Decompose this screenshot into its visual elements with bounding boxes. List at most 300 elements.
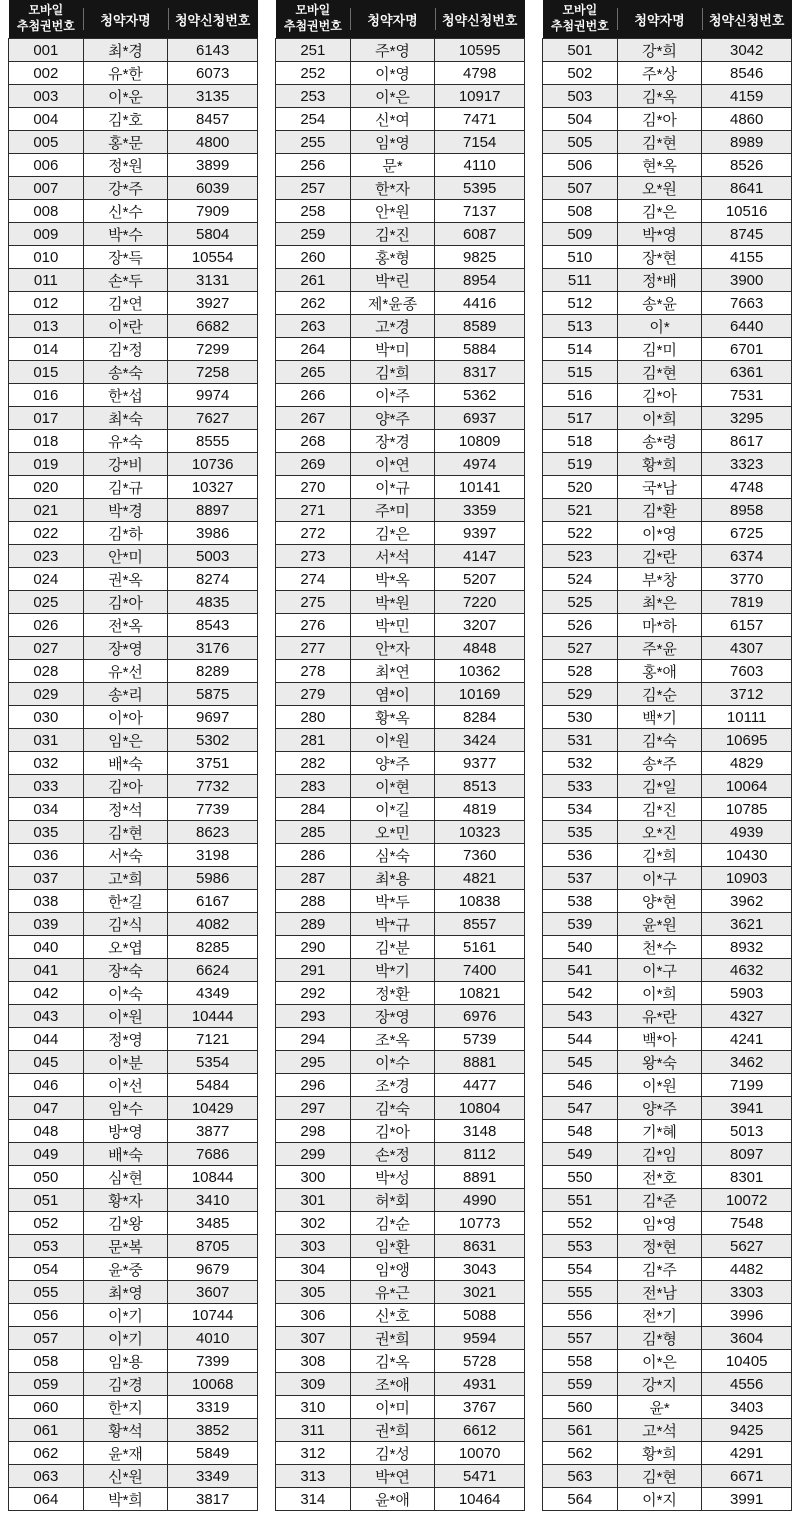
table-row xyxy=(543,1143,792,1166)
ticket-number-cell: 302 xyxy=(276,1212,351,1235)
applicant-name-cell: 손*두 xyxy=(83,269,168,292)
table-row xyxy=(543,1097,792,1120)
applicant-name-cell: 문*복 xyxy=(83,1235,168,1258)
applicant-name-cell: 이*원 xyxy=(83,1005,168,1028)
application-number-cell: 7909 xyxy=(168,200,258,223)
applicant-name-cell: 김*아 xyxy=(83,591,168,614)
applicant-name-cell: 천*수 xyxy=(617,936,702,959)
table-row xyxy=(9,660,258,683)
ticket-number-cell: 558 xyxy=(543,1350,618,1373)
ticket-number-cell: 523 xyxy=(543,545,618,568)
application-number-cell: 10169 xyxy=(435,683,525,706)
ticket-number-cell: 285 xyxy=(276,821,351,844)
table-row xyxy=(276,522,525,545)
application-number-cell: 6374 xyxy=(702,545,792,568)
application-number-cell: 10595 xyxy=(435,39,525,62)
ticket-number-cell: 308 xyxy=(276,1350,351,1373)
table-row xyxy=(543,1396,792,1419)
applicant-name-cell: 오*엽 xyxy=(83,936,168,959)
ticket-number-cell: 257 xyxy=(276,177,351,200)
ticket-number-cell: 037 xyxy=(9,867,84,890)
table-row xyxy=(543,1281,792,1304)
table-row xyxy=(543,614,792,637)
header-mobile-ticket-number xyxy=(276,0,351,39)
application-number-cell: 8897 xyxy=(168,499,258,522)
applicant-name-cell: 박*영 xyxy=(617,223,702,246)
table-row xyxy=(276,591,525,614)
table-row xyxy=(9,936,258,959)
ticket-number-cell: 520 xyxy=(543,476,618,499)
application-number-cell: 6937 xyxy=(435,407,525,430)
application-number-cell: 6725 xyxy=(702,522,792,545)
ticket-number-cell: 040 xyxy=(9,936,84,959)
ticket-number-cell: 019 xyxy=(9,453,84,476)
table-row xyxy=(9,798,258,821)
application-number-cell: 4110 xyxy=(435,154,525,177)
table-row xyxy=(276,154,525,177)
table-row xyxy=(9,1419,258,1442)
applicant-name-cell: 조*경 xyxy=(350,1074,435,1097)
applicant-name-cell: 권*희 xyxy=(350,1327,435,1350)
applicant-name-cell: 김*일 xyxy=(617,775,702,798)
ticket-number-cell: 031 xyxy=(9,729,84,752)
ticket-number-cell: 275 xyxy=(276,591,351,614)
table-row xyxy=(9,269,258,292)
applicant-name-cell: 오*민 xyxy=(350,821,435,844)
application-number-cell: 3751 xyxy=(168,752,258,775)
ticket-number-cell: 036 xyxy=(9,844,84,867)
applicant-name-cell: 이*숙 xyxy=(83,982,168,1005)
table-row xyxy=(9,591,258,614)
table-row xyxy=(543,1028,792,1051)
application-number-cell: 8932 xyxy=(702,936,792,959)
applicant-name-cell: 박*두 xyxy=(350,890,435,913)
applicant-name-cell: 이*구 xyxy=(617,959,702,982)
ticket-number-cell: 026 xyxy=(9,614,84,637)
header-mobile-line2: 추첨권번호 xyxy=(283,19,342,33)
ticket-number-cell: 526 xyxy=(543,614,618,637)
application-number-cell: 5884 xyxy=(435,338,525,361)
application-number-cell: 8301 xyxy=(702,1166,792,1189)
ticket-number-cell: 549 xyxy=(543,1143,618,1166)
table-row xyxy=(9,1097,258,1120)
header-applicant-name: 청약자명 xyxy=(83,0,168,39)
table-row xyxy=(9,568,258,591)
application-number-cell: 6612 xyxy=(435,1419,525,1442)
table-row xyxy=(9,1281,258,1304)
application-number-cell: 4349 xyxy=(168,982,258,1005)
table-row xyxy=(9,338,258,361)
table-row xyxy=(543,545,792,568)
application-number-cell: 10809 xyxy=(435,430,525,453)
applicant-name-cell: 정*석 xyxy=(83,798,168,821)
applicant-name-cell: 이*희 xyxy=(617,407,702,430)
ticket-number-cell: 552 xyxy=(543,1212,618,1235)
table-row xyxy=(9,200,258,223)
table-row xyxy=(276,1120,525,1143)
ticket-number-cell: 508 xyxy=(543,200,618,223)
ticket-number-cell: 511 xyxy=(543,269,618,292)
winners-table-left-body xyxy=(9,39,258,1511)
applicant-name-cell: 임*앵 xyxy=(350,1258,435,1281)
applicant-name-cell: 신*수 xyxy=(83,200,168,223)
application-number-cell: 3852 xyxy=(168,1419,258,1442)
applicant-name-cell: 임*수 xyxy=(83,1097,168,1120)
application-number-cell: 10141 xyxy=(435,476,525,499)
applicant-name-cell: 김*분 xyxy=(350,936,435,959)
application-number-cell: 6087 xyxy=(435,223,525,246)
application-number-cell: 4477 xyxy=(435,1074,525,1097)
table-row xyxy=(543,1304,792,1327)
ticket-number-cell: 029 xyxy=(9,683,84,706)
application-number-cell: 10838 xyxy=(435,890,525,913)
table-row xyxy=(543,683,792,706)
application-number-cell: 8284 xyxy=(435,706,525,729)
table-row xyxy=(276,200,525,223)
applicant-name-cell: 이*희 xyxy=(617,982,702,1005)
application-number-cell: 8289 xyxy=(168,660,258,683)
application-number-cell: 4147 xyxy=(435,545,525,568)
ticket-number-cell: 292 xyxy=(276,982,351,1005)
application-number-cell: 7220 xyxy=(435,591,525,614)
winners-table-left xyxy=(8,0,258,1511)
applicant-name-cell: 송*숙 xyxy=(83,361,168,384)
header-row xyxy=(543,0,792,39)
ticket-number-cell: 538 xyxy=(543,890,618,913)
applicant-name-cell: 양*주 xyxy=(350,752,435,775)
winners-table-right-body xyxy=(543,39,792,1511)
ticket-number-cell: 041 xyxy=(9,959,84,982)
application-number-cell: 3604 xyxy=(702,1327,792,1350)
applicant-name-cell: 서*숙 xyxy=(83,844,168,867)
winner-tables-container xyxy=(8,0,792,1511)
table-row xyxy=(276,637,525,660)
table-row xyxy=(9,476,258,499)
application-number-cell: 5849 xyxy=(168,1442,258,1465)
ticket-number-cell: 531 xyxy=(543,729,618,752)
ticket-number-cell: 018 xyxy=(9,430,84,453)
table-row xyxy=(276,131,525,154)
applicant-name-cell: 한*지 xyxy=(83,1396,168,1419)
ticket-number-cell: 049 xyxy=(9,1143,84,1166)
applicant-name-cell: 윤*원 xyxy=(617,913,702,936)
ticket-number-cell: 297 xyxy=(276,1097,351,1120)
table-row xyxy=(543,1189,792,1212)
application-number-cell: 8457 xyxy=(168,108,258,131)
application-number-cell: 3295 xyxy=(702,407,792,430)
application-number-cell: 5088 xyxy=(435,1304,525,1327)
applicant-name-cell: 장*현 xyxy=(617,246,702,269)
applicant-name-cell: 박*기 xyxy=(350,959,435,982)
ticket-number-cell: 280 xyxy=(276,706,351,729)
table-row xyxy=(276,568,525,591)
applicant-name-cell: 왕*숙 xyxy=(617,1051,702,1074)
table-row xyxy=(276,775,525,798)
table-row xyxy=(276,890,525,913)
ticket-number-cell: 563 xyxy=(543,1465,618,1488)
applicant-name-cell: 방*영 xyxy=(83,1120,168,1143)
application-number-cell: 4307 xyxy=(702,637,792,660)
ticket-number-cell: 502 xyxy=(543,62,618,85)
ticket-number-cell: 550 xyxy=(543,1166,618,1189)
ticket-number-cell: 021 xyxy=(9,499,84,522)
table-row xyxy=(276,315,525,338)
ticket-number-cell: 024 xyxy=(9,568,84,591)
ticket-number-cell: 306 xyxy=(276,1304,351,1327)
application-number-cell: 3323 xyxy=(702,453,792,476)
application-number-cell: 7732 xyxy=(168,775,258,798)
application-number-cell: 5484 xyxy=(168,1074,258,1097)
application-number-cell: 9425 xyxy=(702,1419,792,1442)
application-number-cell: 4748 xyxy=(702,476,792,499)
application-number-cell: 3424 xyxy=(435,729,525,752)
table-row xyxy=(9,614,258,637)
applicant-name-cell: 김*미 xyxy=(617,338,702,361)
table-row xyxy=(9,108,258,131)
applicant-name-cell: 이*원 xyxy=(350,729,435,752)
table-row xyxy=(543,1005,792,1028)
applicant-name-cell: 심*현 xyxy=(83,1166,168,1189)
table-row xyxy=(276,1235,525,1258)
applicant-name-cell: 백*아 xyxy=(617,1028,702,1051)
applicant-name-cell: 김*숙 xyxy=(350,1097,435,1120)
applicant-name-cell: 이*지 xyxy=(617,1488,702,1511)
application-number-cell: 10844 xyxy=(168,1166,258,1189)
application-number-cell: 5903 xyxy=(702,982,792,1005)
table-row xyxy=(543,775,792,798)
application-number-cell: 4990 xyxy=(435,1189,525,1212)
applicant-name-cell: 이*길 xyxy=(350,798,435,821)
application-number-cell: 8274 xyxy=(168,568,258,591)
application-number-cell: 3962 xyxy=(702,890,792,913)
applicant-name-cell: 임*영 xyxy=(617,1212,702,1235)
application-number-cell: 5471 xyxy=(435,1465,525,1488)
applicant-name-cell: 임*은 xyxy=(83,729,168,752)
table-row xyxy=(276,1189,525,1212)
table-row xyxy=(543,292,792,315)
applicant-name-cell: 신*원 xyxy=(83,1465,168,1488)
table-row xyxy=(543,453,792,476)
ticket-number-cell: 514 xyxy=(543,338,618,361)
ticket-number-cell: 519 xyxy=(543,453,618,476)
applicant-name-cell: 이*영 xyxy=(617,522,702,545)
application-number-cell: 7663 xyxy=(702,292,792,315)
applicant-name-cell: 김*순 xyxy=(350,1212,435,1235)
applicant-name-cell: 송*주 xyxy=(617,752,702,775)
ticket-number-cell: 260 xyxy=(276,246,351,269)
table-row xyxy=(543,982,792,1005)
table-row xyxy=(543,1442,792,1465)
table-row xyxy=(9,890,258,913)
table-row xyxy=(9,867,258,890)
table-row xyxy=(9,85,258,108)
application-number-cell: 4155 xyxy=(702,246,792,269)
ticket-number-cell: 313 xyxy=(276,1465,351,1488)
table-row xyxy=(543,591,792,614)
application-number-cell: 10804 xyxy=(435,1097,525,1120)
ticket-number-cell: 054 xyxy=(9,1258,84,1281)
table-row xyxy=(9,1028,258,1051)
ticket-number-cell: 286 xyxy=(276,844,351,867)
table-row xyxy=(9,361,258,384)
application-number-cell: 7258 xyxy=(168,361,258,384)
table-row xyxy=(543,246,792,269)
ticket-number-cell: 510 xyxy=(543,246,618,269)
table-row xyxy=(276,430,525,453)
ticket-number-cell: 010 xyxy=(9,246,84,269)
applicant-name-cell: 김*형 xyxy=(617,1327,702,1350)
ticket-number-cell: 503 xyxy=(543,85,618,108)
table-row xyxy=(276,338,525,361)
table-row xyxy=(9,177,258,200)
ticket-number-cell: 310 xyxy=(276,1396,351,1419)
ticket-number-cell: 298 xyxy=(276,1120,351,1143)
application-number-cell: 4291 xyxy=(702,1442,792,1465)
applicant-name-cell: 김*주 xyxy=(617,1258,702,1281)
application-number-cell: 3359 xyxy=(435,499,525,522)
table-row xyxy=(543,1350,792,1373)
table-row xyxy=(543,1488,792,1511)
applicant-name-cell: 박*규 xyxy=(350,913,435,936)
table-row xyxy=(543,522,792,545)
applicant-name-cell: 김*경 xyxy=(83,1373,168,1396)
table-row xyxy=(9,430,258,453)
table-row xyxy=(543,108,792,131)
applicant-name-cell: 김*호 xyxy=(83,108,168,131)
ticket-number-cell: 270 xyxy=(276,476,351,499)
winners-table-middle xyxy=(275,0,525,1511)
applicant-name-cell: 송*윤 xyxy=(617,292,702,315)
application-number-cell: 8557 xyxy=(435,913,525,936)
ticket-number-cell: 261 xyxy=(276,269,351,292)
application-number-cell: 6361 xyxy=(702,361,792,384)
table-row xyxy=(543,568,792,591)
applicant-name-cell: 전*옥 xyxy=(83,614,168,637)
ticket-number-cell: 291 xyxy=(276,959,351,982)
applicant-name-cell: 김*연 xyxy=(83,292,168,315)
applicant-name-cell: 이*운 xyxy=(83,85,168,108)
application-number-cell: 4159 xyxy=(702,85,792,108)
table-row xyxy=(9,499,258,522)
ticket-number-cell: 555 xyxy=(543,1281,618,1304)
applicant-name-cell: 심*숙 xyxy=(350,844,435,867)
ticket-number-cell: 551 xyxy=(543,1189,618,1212)
ticket-number-cell: 537 xyxy=(543,867,618,890)
ticket-number-cell: 011 xyxy=(9,269,84,292)
ticket-number-cell: 545 xyxy=(543,1051,618,1074)
applicant-name-cell: 박*경 xyxy=(83,499,168,522)
ticket-number-cell: 278 xyxy=(276,660,351,683)
applicant-name-cell: 박*옥 xyxy=(350,568,435,591)
applicant-name-cell: 임*영 xyxy=(350,131,435,154)
table-row xyxy=(9,982,258,1005)
application-number-cell: 8891 xyxy=(435,1166,525,1189)
applicant-name-cell: 조*애 xyxy=(350,1373,435,1396)
applicant-name-cell: 양*주 xyxy=(350,407,435,430)
ticket-number-cell: 264 xyxy=(276,338,351,361)
application-number-cell: 9697 xyxy=(168,706,258,729)
table-row xyxy=(9,1465,258,1488)
ticket-number-cell: 536 xyxy=(543,844,618,867)
applicant-name-cell: 김*희 xyxy=(350,361,435,384)
application-number-cell: 10917 xyxy=(435,85,525,108)
applicant-name-cell: 최*용 xyxy=(350,867,435,890)
applicant-name-cell: 유*란 xyxy=(617,1005,702,1028)
ticket-number-cell: 314 xyxy=(276,1488,351,1511)
table-row xyxy=(543,798,792,821)
applicant-name-cell: 임*환 xyxy=(350,1235,435,1258)
ticket-number-cell: 004 xyxy=(9,108,84,131)
application-number-cell: 4821 xyxy=(435,867,525,890)
table-row xyxy=(276,1212,525,1235)
table-row xyxy=(276,361,525,384)
applicant-name-cell: 김*아 xyxy=(617,108,702,131)
ticket-number-cell: 017 xyxy=(9,407,84,430)
table-row xyxy=(9,752,258,775)
table-row xyxy=(9,545,258,568)
applicant-name-cell: 배*숙 xyxy=(83,752,168,775)
ticket-number-cell: 300 xyxy=(276,1166,351,1189)
application-number-cell: 10362 xyxy=(435,660,525,683)
applicant-name-cell: 김*아 xyxy=(350,1120,435,1143)
table-row xyxy=(276,844,525,867)
table-row xyxy=(543,154,792,177)
header-applicant-name: 청약자명 xyxy=(617,0,702,39)
ticket-number-cell: 532 xyxy=(543,752,618,775)
applicant-name-cell: 김*희 xyxy=(617,844,702,867)
ticket-number-cell: 003 xyxy=(9,85,84,108)
application-number-cell: 6624 xyxy=(168,959,258,982)
application-number-cell: 10405 xyxy=(702,1350,792,1373)
ticket-number-cell: 255 xyxy=(276,131,351,154)
applicant-name-cell: 김*현 xyxy=(617,131,702,154)
ticket-number-cell: 501 xyxy=(543,39,618,62)
table-row xyxy=(276,867,525,890)
application-number-cell: 10785 xyxy=(702,798,792,821)
application-number-cell: 10695 xyxy=(702,729,792,752)
table-row xyxy=(276,177,525,200)
table-row xyxy=(276,706,525,729)
applicant-name-cell: 황*희 xyxy=(617,453,702,476)
application-number-cell: 8631 xyxy=(435,1235,525,1258)
application-number-cell: 3712 xyxy=(702,683,792,706)
ticket-number-cell: 015 xyxy=(9,361,84,384)
ticket-number-cell: 299 xyxy=(276,1143,351,1166)
ticket-number-cell: 254 xyxy=(276,108,351,131)
applicant-name-cell: 오*진 xyxy=(617,821,702,844)
table-row xyxy=(276,1281,525,1304)
ticket-number-cell: 063 xyxy=(9,1465,84,1488)
ticket-number-cell: 064 xyxy=(9,1488,84,1511)
applicant-name-cell: 서*석 xyxy=(350,545,435,568)
application-number-cell: 10070 xyxy=(435,1442,525,1465)
applicant-name-cell: 고*석 xyxy=(617,1419,702,1442)
ticket-number-cell: 035 xyxy=(9,821,84,844)
ticket-number-cell: 544 xyxy=(543,1028,618,1051)
applicant-name-cell: 이*수 xyxy=(350,1051,435,1074)
ticket-number-cell: 548 xyxy=(543,1120,618,1143)
ticket-number-cell: 256 xyxy=(276,154,351,177)
applicant-name-cell: 박*연 xyxy=(350,1465,435,1488)
application-number-cell: 3349 xyxy=(168,1465,258,1488)
application-number-cell: 8958 xyxy=(702,499,792,522)
applicant-name-cell: 최*연 xyxy=(350,660,435,683)
application-number-cell: 3198 xyxy=(168,844,258,867)
ticket-number-cell: 001 xyxy=(9,39,84,62)
ticket-number-cell: 505 xyxy=(543,131,618,154)
applicant-name-cell: 한*길 xyxy=(83,890,168,913)
applicant-name-cell: 전*기 xyxy=(617,1304,702,1327)
